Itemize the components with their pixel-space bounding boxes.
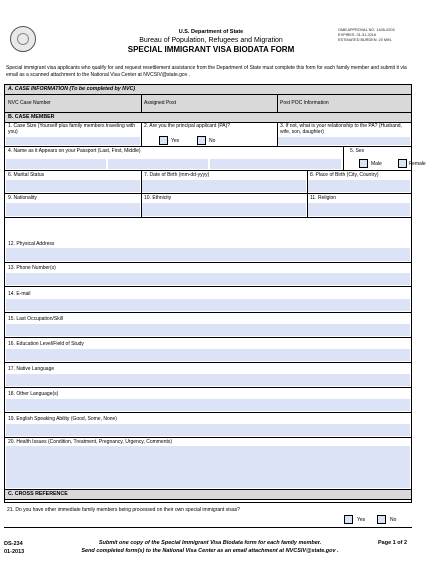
native-language-field[interactable] (6, 374, 410, 386)
sex-male-checkbox[interactable] (359, 159, 368, 168)
post-poc-label: Post POC Information (280, 100, 329, 106)
relationship-field[interactable] (278, 137, 410, 145)
case-info-row (5, 95, 411, 112)
physical-address-label: 12. Physical Address (8, 241, 55, 247)
case-size-field[interactable] (6, 137, 140, 145)
department-name: U.S. Department of State (178, 29, 244, 35)
omb-approval: OMB APPROVAL NO. 1405-0203 (338, 28, 395, 32)
nationality-label: 9. Nationality (8, 195, 37, 201)
sex-male-label: Male (371, 161, 382, 167)
place-of-birth-label: 8. Place of Birth (City, Country) (310, 172, 379, 178)
intro-text: Special immigrant visa applicants who qualify for and request resettlement assistance from the Department of State must complete this form for each family member and submit it via email as a scanned attachment to the National Visa Center at NVCSIV@state.gov . (6, 65, 407, 78)
family-no-label: No (390, 517, 397, 523)
phone-numbers-field[interactable] (6, 273, 410, 285)
middle-name-field[interactable] (210, 159, 341, 169)
nvc-case-number-label: NVC Case Number (8, 100, 51, 106)
place-of-birth-field[interactable] (308, 180, 410, 192)
pa-yes-label: Yes (171, 138, 180, 144)
marital-status-field[interactable] (6, 180, 140, 192)
ethnicity-field[interactable] (142, 203, 306, 216)
section-c-header: C. CROSS REFERENCE (5, 489, 411, 500)
education-field[interactable] (6, 349, 410, 361)
english-ability-label: 19. English Speaking Ability (Good, Some, None) (8, 416, 117, 422)
pa-no-label: No (209, 138, 216, 144)
principal-applicant-label: 2. Are you the principal applicant (PA)? (144, 123, 231, 129)
footer-instruction-2: Send completed form(s) to the National Visa Center as an email attachment at NVCSIV@state.gov . (81, 548, 339, 554)
health-issues-field[interactable] (6, 446, 410, 488)
section-b-header: B. CASE MEMBER (5, 112, 411, 123)
family-yes-label: Yes (357, 517, 366, 523)
nationality-field[interactable] (6, 203, 140, 216)
other-languages-label: 18. Other Language(s) (8, 391, 59, 397)
family-members-question: 21. Do you have other immediate family members being processed on their own special immigrant visas? (7, 507, 240, 513)
ethnicity-label: 10. Ethnicity (144, 195, 172, 201)
religion-label: 11. Religion (310, 195, 337, 201)
education-label: 16. Education Level/Field of Study (8, 341, 84, 347)
pa-no-checkbox[interactable] (197, 136, 206, 145)
biodata-form (4, 84, 426, 503)
assigned-post-label: Assigned Post (144, 100, 176, 106)
pa-yes-checkbox[interactable] (159, 136, 168, 145)
family-no-checkbox[interactable] (377, 515, 386, 524)
family-yes-checkbox[interactable] (344, 515, 353, 524)
omb-info (338, 28, 395, 43)
relationship-label: 3. If not, what is your relationship to the PA? (Husband, wife, son, daughter) (280, 123, 402, 135)
phone-numbers-label: 13. Phone Number(s) (8, 265, 56, 271)
section-a-header: A. CASE INFORMATION (To be completed by NVC) (5, 85, 411, 95)
sex-label: 5. Sex (350, 148, 365, 154)
form-number: DS-234 (4, 541, 23, 547)
physical-address-field[interactable] (6, 248, 410, 261)
other-languages-field[interactable] (6, 399, 410, 411)
occupation-label: 15. Last Occupation/Skill (8, 316, 64, 322)
native-language-label: 17. Native Language (8, 366, 55, 372)
date-of-birth-label: 7. Date of Birth (mm-dd-yyyy) (144, 172, 210, 178)
bureau-name: Bureau of Population, Refugees and Migration (139, 37, 283, 44)
last-name-field[interactable] (6, 159, 106, 169)
date-of-birth-field[interactable] (142, 180, 306, 192)
passport-name-label: 4. Name as it Appears on your Passport (Last, First, Middle) (8, 148, 141, 154)
sex-female-label: Female (409, 161, 426, 167)
case-size-label: 1. Case Size (Yourself plus family members traveling with you) (8, 123, 136, 135)
sex-female-checkbox[interactable] (398, 159, 407, 168)
page-number: Page 1 of 2 (378, 540, 408, 546)
email-field[interactable] (6, 299, 410, 311)
health-issues-label: 20. Health Issues (Condition, Treatment, Pregnancy, Urgency, Comments) (8, 439, 173, 445)
omb-expiry: EXPIRES: 01-31-2016 (338, 33, 376, 37)
religion-field[interactable] (308, 203, 410, 216)
occupation-field[interactable] (6, 324, 410, 336)
omb-burden: ESTIMATED BURDEN: 20 MIN. (338, 38, 392, 42)
first-name-field[interactable] (108, 159, 208, 169)
marital-status-label: 6. Marital Status (8, 172, 45, 178)
email-label: 14. E-mail (8, 291, 31, 297)
form-bottom-border (4, 527, 412, 528)
form-title: SPECIAL IMMIGRANT VISA BIODATA FORM (127, 45, 295, 54)
form-date: 01-2013 (4, 549, 25, 555)
footer-instruction-1: Submit one copy of the Special Immigrant Visa Biodata form for each family member. (98, 540, 322, 546)
english-ability-field[interactable] (6, 424, 410, 436)
